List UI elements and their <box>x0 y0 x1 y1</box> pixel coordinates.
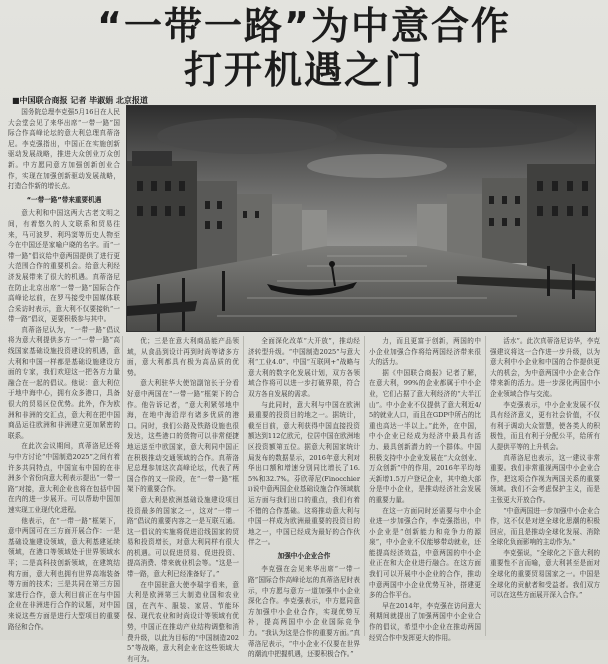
column-divider <box>485 336 486 636</box>
paragraph: 他表示，在“一带一路”框架下，意中两国可在三方面开展合作：一是基础设施建设领域，意大利基建延续领域，在港口等领域处于世界领域水平；二是高科技创新领域，在建筑结构方面，意大利也拥有世界高端装备等方面的技术；三是共同在第三方国家进行合作，意大利目前正在与中国企业在非洲进行合作的议题，对中国来说这些方面是进行大型项目的重要路径和合作。 <box>8 516 120 631</box>
paragraph: 力，而且更富于创新，两国的中小企业加强合作将给两国经济带来很大的活力。 <box>369 337 481 367</box>
subheading: 加强中小企业合作 <box>277 551 331 560</box>
paragraph: 国务院总理李克强5月16日在人民大会堂会见了来华出席“一带一路”国际合作高峰论坛的意大利总理真蒂洛尼。李克强指出，中国正在实施创新驱动发展战略，推进大众创业万众创新。中方愿同意方加强创新创业合作，实现在加强创新驱动发展战略，打造合作新的增长点。 <box>8 108 120 191</box>
paragraph: “中意两国进一步加强中小企业合作，这不仅是对逆全球化思潮的积极回应，而且是推动全球化发展、消除全球化负面影响的主动作为。” <box>490 506 600 547</box>
paragraph: 优；三是在意大利商品能产品领域，从食品到设计再到时尚等诸多方面，意大利都具有极为高品质的优势。 <box>127 337 239 377</box>
column-divider <box>122 336 123 636</box>
headline-line1: “一带一路”为中意合作 <box>97 4 511 48</box>
paragraph: 全面深化改革“大开放”，推动经济转型升级。“中国制造2025”与意大利“工业4.0”、中国“互联网+”战略与意大利的数字化发展计划，双方各领域合作将可以进一步打破界限，符合双方各自发展的需求。 <box>248 337 360 398</box>
paragraph: 在此次会议期间，真蒂洛尼还将与中方讨论“中国制造2025”之间有着许多共同特点，中国宣布中国的在非洲多个省份向意大利表示提出“一带一路”对接，意大利企业也将在包括中国在内的进一步展开。可以帮助中国加速实现工业现代化进程。 <box>8 442 120 514</box>
paragraph: 李克强说，“全球化之下意大利的重要性不言而喻，意大利甚至是面对全球化的重要贸易国家之一。中国是全球化的贡献者和受益者。我们双方可以在这些方面展开深入合作。” <box>490 548 600 600</box>
paragraph: 意大利是欧洲基础设施建设项目投资最多的国家之一，这对“一带一路”倡议的重要内容之一是互联互通。这一倡议的实施将促进沿线国家的贸易和投资增长，对意大利同样有很大的机遇。可以促进贸易、促进投资、提高消费、带来就业机会等。“这是一带一路，意大利已经准备好了。” <box>127 495 239 579</box>
article-column-5 <box>490 336 600 636</box>
byline: ■中国联合商报 记者 毕淑娟 北京报道 <box>12 96 148 105</box>
paragraph: 李克强表示，中小企业发展不仅具有经济意义，更有社会价值，不仅有利于调动大众智慧，使各类人的积极性，而且有利于分配公平，给所有人提供平等的上升机会。 <box>490 400 600 451</box>
paragraph: 真蒂洛尼也表示，这一建议非常重要。我们非常重视两国中小企业合作，把这项合作视为两国关系的重要领域。我们不会考虑保护主义，而是主张更大开放合作。 <box>490 453 600 504</box>
column-divider <box>364 336 365 636</box>
paragraph: 李克强在会见来华出席“一带一路”国际合作高峰论坛的真蒂洛尼时表示，中方愿与意方一道加强中小企业深化合作。李克强表示，中方愿同意方加强中小企业合作，实现优势互补，提高两国中小企业国际竞争力。“我认为这是合作的重要方面。”真蒂洛尼表示，“中小企业不仅要在世界的潮流中把握机遇，还要积极合作。” <box>248 565 360 659</box>
paragraph: 活水”。此次真蒂洛尼访华，李克强建议将这一合作进一步升级，以为意大利中小企业和中国的合作提供更大的机会，为中意两国中小企业合作带来新的活力。进一步深化两国中小企业领域合作与交流。 <box>490 337 600 398</box>
article-column-2 <box>127 336 239 663</box>
article-column-4 <box>369 336 481 642</box>
paragraph: 与此同时，意大利与中国在欧洲最重要的投资目的地之一。据统计，截至目前，意大利获得中国直接投资额达到112亿欧元，位居中国在欧洲地区投资额第五位。据意大利国家统计局发布的数据显示，2016年意大利对华出口额和增速分别同比增长了16.5%和32.7%。芬欣蒂尼(Finocchieri)说中意两国企业基础设施合作领域航运方面与我们出口的重点，我们有着不错的合作基础。这将推动意大利与中国一样成为欧洲最重要的投资目的地之一，中国已经成为最好的合作伙伴之一。 <box>248 400 360 547</box>
venice-canal-photo <box>126 105 596 332</box>
headline-line2: 打开机遇之门 <box>183 48 424 92</box>
paragraph: 意大利和中国这两大古老文明之间，有着悠久的人文联系和贸易往来，马可波罗、利玛窦等历史人物至今在中国还是家喻户晓的名字。而“一带一路”倡议给中意两国提供了进行更大范围合作的重要机会。给意大利经济发展带来了很大的机遇。真蒂洛尼在防止北京出席“一带一路”国际合作高峰论坛前，在罗马接受中国媒体联合采访时表示，意大利不仅要接轨“一带一路”倡议，更要积极参与其中。 <box>8 209 120 324</box>
article-column-3 <box>248 336 360 659</box>
subheading: “一带一路”带来重要机遇 <box>26 195 102 204</box>
article-column-1 <box>8 107 120 637</box>
paragraph: 意大利驻华大使馆副馆长于分看好意中两国在“一带一路”框架下的合作。他告诉记者，“意大利紧邻地中海，在地中海沿岸有诸多优质的港口。同时，我们公路及铁路设施也很发达，这些港口的货物可以非常便捷地运送至中欧国家，意大利同中国正在积极推动交通领域的合作。真蒂洛尼总理参加这次高峰论坛，代表了两国合作的又一阶段，在“一带一路”框架下的重要合作。 <box>127 379 239 494</box>
column-divider <box>243 336 244 636</box>
paragraph: 在这一方面同时还需要与中小企业进一步加强合作，李克强指出，中小企业是“创新能力和竞争力的源泉”，中小企业不仅能够带动就业，还能提高经济效益，中意两国的中小企业正在和大企业进行融合。在这方面我们可以开展中小企业的合作，推动中意两国中小企业优势互补，搭建更多的合作平台。 <box>369 506 481 600</box>
paragraph: 据《中国联合商报》记者了解，在意大利，99%的企业都属于中小企业，它们占据了意大利经济的“大半江山”。中小企业不仅提供了意大利近4/5的就业人口，而且在GDP中所占的比重也高达一半以上。”此外，在中国，中小企业已经成为经济中最具有活力、最具创新潜力的一个群体。中国积极支持中小企业发展在“大众创业、万众创新”中的作用，2016年平均每天新增1.5万户登记企业，其中绝大部分是中小企业，是推动经济社会发展的重要力量。 <box>369 368 481 504</box>
venice-canal-illustration <box>127 106 595 331</box>
paragraph: 在中国驻意大使李瑞宇看来，意大利是欧洲第三大制造业国和农业国，在汽车、服装、家居、节能环保、现代农业和时尚设计等领域有优势，中国正在推动产业结构调整和消费升级，以此为目标的“中国制造2025”等战略，意大利企业在这些领域大有可为。 <box>127 580 239 663</box>
paragraph: 早在2014年，李克强在访问意大利期间就提出了加强两国中小企业合作的倡议，希望中小企业在推动两国经贸合作中发挥更大的作用。 <box>369 601 481 642</box>
paragraph: 真蒂洛尼认为，“一带一路”倡议将为意大利提供多方一“一带一路”高线国家基础设施投资建设的机遇，意大利和中国一样都是基础设施建设方面的专家，我们欢迎这一把各方力量融合在一起的倡议。他说：意大利位于地中海中心，拥有众多港口，具备很大的贸易区位优势。此外，作为欧洲和非洲的交汇点，意大利在把中国商品运往欧洲和非洲建立更加紧密的联系。 <box>8 325 120 440</box>
